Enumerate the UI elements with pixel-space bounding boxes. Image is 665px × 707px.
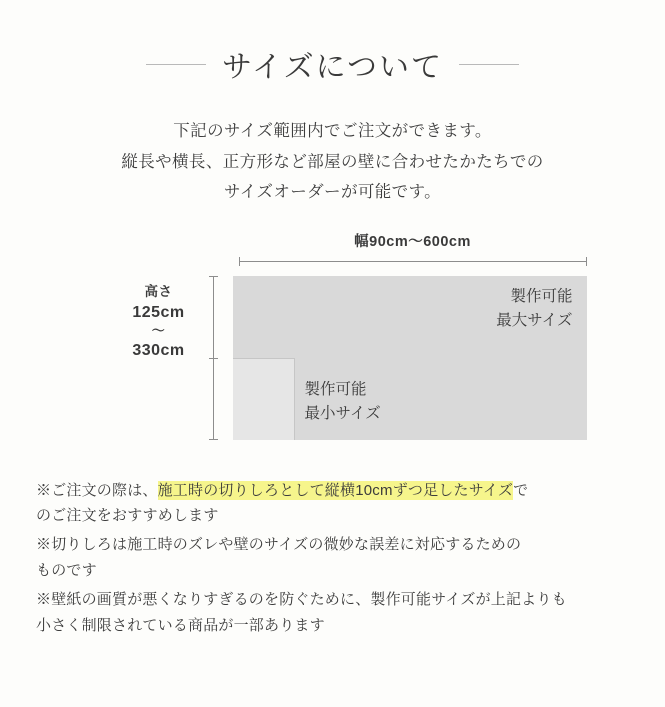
size-guide-page (0, 42, 665, 707)
width-range-label: 幅90cm〜600cm (354, 233, 471, 250)
max-size-label (443, 285, 573, 335)
note-1-highlight: 施工時の切りしろとして縦横10cmずつ足したサイズ (157, 481, 514, 499)
note-item (36, 587, 636, 639)
min-size-label (305, 378, 381, 428)
lead-paragraph (0, 116, 665, 208)
lead-line-1: 下記のサイズ範囲内でご注文ができます。 (173, 122, 492, 140)
note-item (36, 478, 636, 530)
note-1-line2: のご注文をおすすめします (36, 507, 219, 525)
max-size-label-line2: 最大サイズ (496, 312, 573, 330)
width-measure-rule (239, 261, 587, 262)
min-size-label-line1: 製作可能 (304, 380, 367, 398)
lead-line-3: サイズオーダーが可能です。 (223, 183, 442, 202)
note-3-line2: 小さく制限されている商品が一部あります (36, 616, 325, 634)
min-size-label-line2: 最小サイズ (304, 405, 381, 423)
title-rule-right (459, 64, 519, 65)
note-item (36, 532, 636, 584)
width-measure-line (239, 257, 587, 266)
page-title-row (0, 42, 665, 86)
height-max: 330cm (132, 341, 185, 359)
page-title: サイズについて (222, 51, 443, 84)
title-rule-left (146, 64, 206, 65)
note-1-line1 (36, 478, 636, 504)
width-measure-cap-right (586, 257, 587, 266)
height-measure-cap-bottom (209, 439, 218, 440)
height-measure-cap-mid (209, 358, 218, 359)
note-3-line1: ※壁紙の画質が悪くなりすぎるのを防ぐために、製作可能サイズが上記よりも (36, 590, 567, 608)
height-tilde: 〜 (151, 323, 166, 339)
note-1-suffix: で (513, 481, 529, 499)
max-size-label-line1: 製作可能 (510, 287, 573, 305)
height-caption: 高さ (144, 283, 173, 299)
note-2-line2: ものです (36, 561, 97, 579)
height-measure-line (209, 276, 218, 440)
min-size-box (233, 358, 295, 440)
note-2-line1: ※切りしろは施工時のズレや壁のサイズの微妙な誤差に対応するための (36, 536, 522, 554)
notes-list (36, 478, 636, 639)
lead-line-2: 縦長や横長、正方形など部屋の壁に合わせたかたちでの (121, 152, 544, 171)
size-diagram (53, 230, 613, 460)
height-min: 125cm (132, 304, 185, 322)
note-1-prefix: ※ご注文の際は、 (36, 481, 158, 499)
height-range-label (113, 282, 205, 362)
